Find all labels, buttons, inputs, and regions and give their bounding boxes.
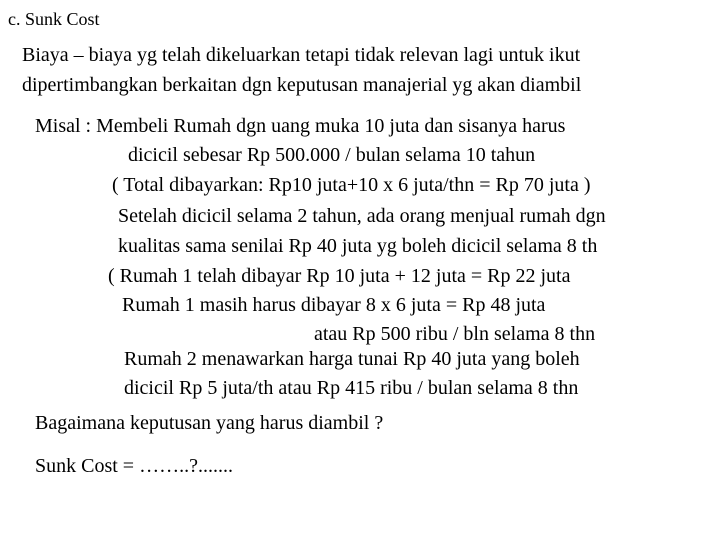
example-line-3: ( Total dibayarkan: Rp10 juta+10 x 6 juta/thn = Rp 70 juta ) (112, 174, 591, 196)
definition-line-2: dipertimbangkan berkaitan dgn keputusan manajerial yg akan diambil (22, 74, 582, 96)
example-line-2: dicicil sebesar Rp 500.000 / bulan selama 10 tahun (128, 144, 536, 166)
example-line-4: Setelah dicicil selama 2 tahun, ada orang menjual rumah dgn (118, 205, 606, 227)
section-heading: c. Sunk Cost (8, 9, 100, 29)
example-line-10: dicicil Rp 5 juta/th atau Rp 415 ribu / bulan selama 8 thn (124, 377, 579, 399)
example-line-1: Misal : Membeli Rumah dgn uang muka 10 juta dan sisanya harus (35, 115, 566, 137)
question-text: Bagaimana keputusan yang harus diambil ? (35, 412, 384, 434)
definition-line-1: Biaya – biaya yg telah dikeluarkan tetapi tidak relevan lagi untuk ikut (22, 44, 581, 66)
example-line-7: Rumah 1 masih harus dibayar 8 x 6 juta = Rp 48 juta (122, 294, 546, 316)
answer-text: Sunk Cost = ……..?....... (35, 455, 233, 477)
example-line-6: ( Rumah 1 telah dibayar Rp 10 juta + 12 juta = Rp 22 juta (108, 265, 571, 287)
example-line-9: Rumah 2 menawarkan harga tunai Rp 40 juta yang boleh (124, 348, 580, 370)
example-line-8: atau Rp 500 ribu / bln selama 8 thn (314, 323, 596, 345)
example-line-5: kualitas sama senilai Rp 40 juta yg boleh dicicil selama 8 th (118, 235, 598, 257)
